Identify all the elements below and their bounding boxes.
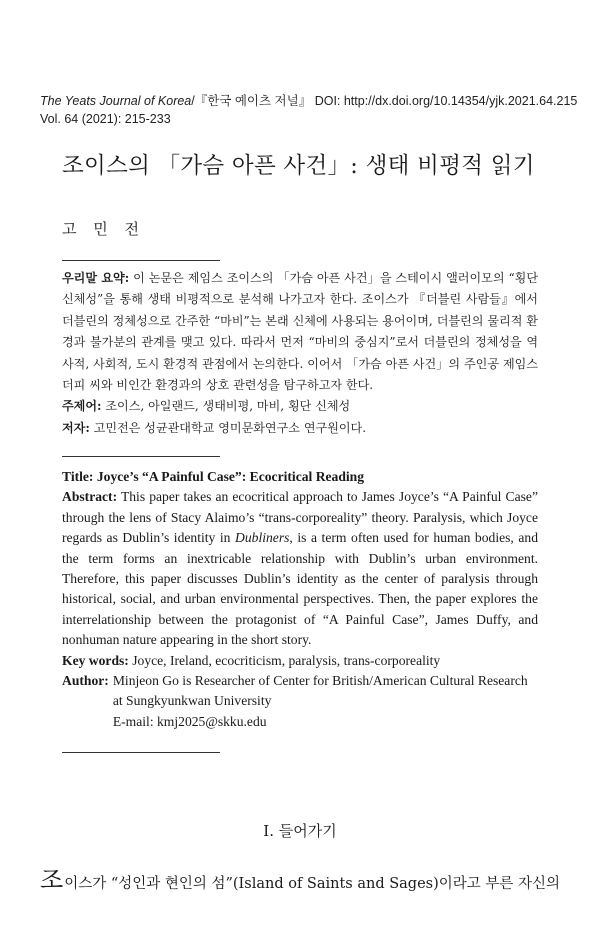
korean-keywords <box>62 396 538 417</box>
divider-3 <box>62 752 220 753</box>
paper-title: 조이스의 「가슴 아픈 사건」: 생태 비평적 읽기 <box>62 153 535 179</box>
doi-link[interactable]: DOI: http://dx.doi.org/10.14354/yjk.2021.64.215 <box>311 94 578 108</box>
journal-header <box>40 92 577 128</box>
divider-2 <box>62 456 220 457</box>
english-author-line-1: Minjeon Go is Researcher of Center for British/American Cultural Research <box>112 673 528 689</box>
journal-name-korean: /『한국 예이츠 저널』 <box>191 94 312 108</box>
english-keywords <box>62 651 538 671</box>
paper-author: 고 민 전 <box>62 220 146 238</box>
body-word-2: “성인과 <box>110 876 161 892</box>
english-abstract-label: Abstract: <box>62 489 118 505</box>
english-author-lines <box>113 671 528 732</box>
english-abstract-text-1: This paper takes an ecocritical approach to James Joyce’s “A Painful Case” through the lens of Stacy Alaimo’s “trans-corporeality” theory. Paralysis, which Joyce regards as Dublin’s identity in <box>62 489 538 546</box>
body-word-7: and <box>357 876 385 892</box>
english-author-email[interactable]: E-mail: kmj2025@skku.edu <box>112 713 267 729</box>
korean-summary-text: 이 논문은 제임스 조이스의 「가슴 아픈 사건」을 스테이시 앨러이모의 “횡단 신체성”을 통해 생태 비평적으로 분석해 나가고자 한다. 조이스가 『더블린 사람들』에서 더블린의 정체성으로 간주한 “마비”는 본래 신체에 사용되는 용어이며, 더블린의 물리적 환경과 불가분의 관계를 맺고 있다. 따라서 먼저 “마비의 중심지”로서 더블린의 정체성을 역사적, 사회적, 도시 환경적 관점에서 논의한다. 이어서 「가슴 아픈 사건」의 주인공 제임스 더피 씨와 비인간 환경과의 상호 관련성을 탐구하고자 한다. <box>62 271 538 393</box>
english-abstract-body <box>62 487 538 650</box>
drop-cap: 조 <box>40 866 64 894</box>
journal-name: The Yeats Journal of Korea <box>40 94 192 108</box>
english-author-label: Author: <box>62 673 109 689</box>
body-word-6: Saints <box>306 876 353 892</box>
body-word-10: 자신의 <box>517 876 560 892</box>
korean-keywords-text: 조이스, 아일랜드, 생태비평, 마비, 횡단 신체성 <box>101 399 351 414</box>
english-keywords-text: Joyce, Ireland, ecocriticism, paralysis, trans-corporeality <box>128 652 441 668</box>
korean-author-text: 고민전은 성균관대학교 영미문화연구소 연구원이다. <box>89 420 367 435</box>
dubliners-italic: Dubliners <box>235 530 290 546</box>
korean-abstract <box>62 268 538 439</box>
korean-author-label: 저자: <box>62 420 90 435</box>
body-first-line <box>40 860 560 895</box>
body-word-8: Sages)이라고 <box>389 876 481 892</box>
korean-keywords-label: 주제어: <box>62 399 102 414</box>
english-author-line-2: at Sungkyunkwan University <box>112 693 272 709</box>
korean-summary-label: 우리말 요약: <box>62 271 130 285</box>
body-word-4: 섬”(Island <box>211 876 284 892</box>
journal-citation-line <box>40 92 577 110</box>
korean-summary <box>62 268 538 396</box>
english-author <box>62 671 538 732</box>
body-word-1-rest: 이스가 <box>64 876 107 892</box>
english-abstract-text-2: , is a term often used for human bodies, and the term forms an inextricable relationship with Dublin’s urban environment. Therefore, this paper discusses Dublin’s identity as the center of paralysis through historical, social, and urban environmental perspectives. Then, the paper explores the interrelationship between the protagonist of “A Painful Case”, James Duffy, and nonhuman nature appearing in the short story. <box>62 530 538 648</box>
body-word-5: of <box>288 876 303 892</box>
english-abstract <box>62 467 538 732</box>
body-word-3: 현인의 <box>164 876 207 892</box>
body-word-1 <box>40 860 106 895</box>
english-keywords-label: Key words: <box>62 652 129 668</box>
korean-author <box>62 418 538 439</box>
body-word-9: 부른 <box>485 876 514 892</box>
english-title <box>62 467 538 487</box>
english-title-text: Title: Joyce’s “A Painful Case”: Ecocritical Reading <box>62 469 365 484</box>
section-heading: I. 들어가기 <box>263 822 337 840</box>
divider-1 <box>62 260 220 261</box>
volume-info: Vol. 64 (2021): 215-233 <box>40 112 171 126</box>
